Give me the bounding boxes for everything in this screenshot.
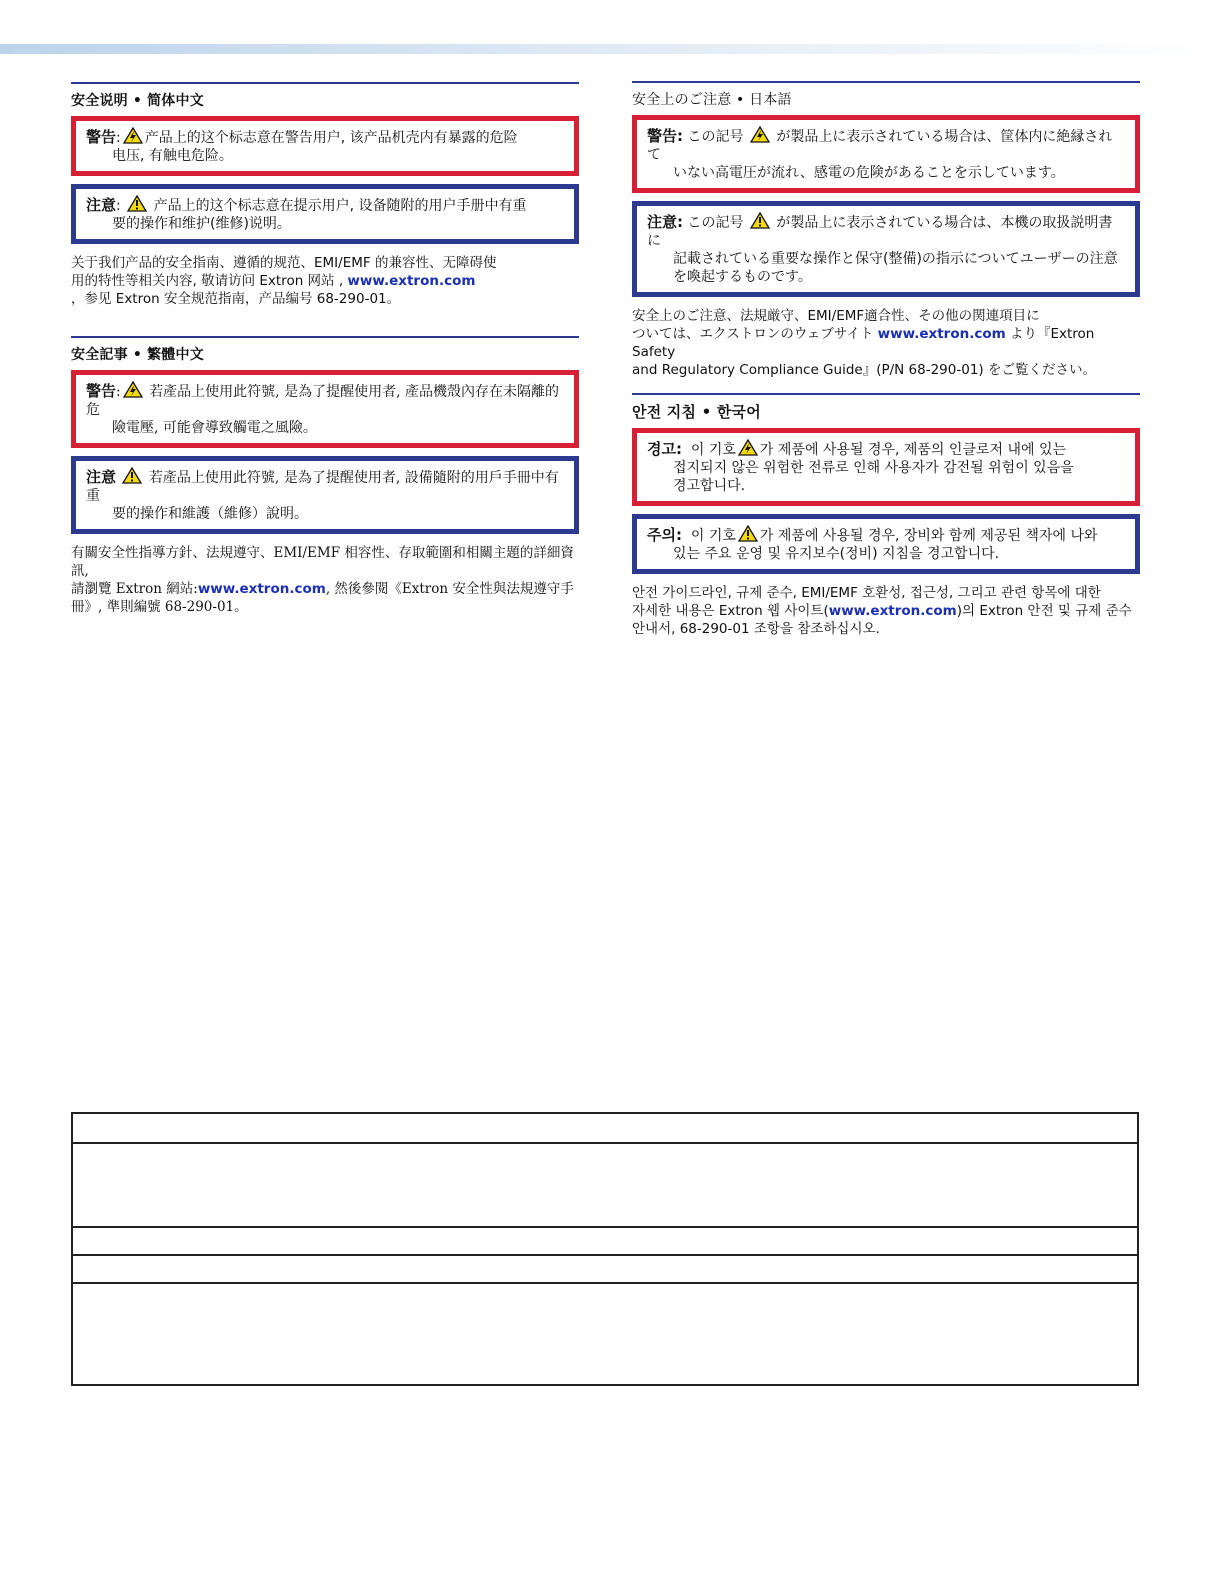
korean-section xyxy=(632,393,1140,638)
caution-box: 注意: 产品上的这个标志意在提示用户, 设备随附的用户手册中有重 要的操作和维护(维修)说明。 xyxy=(71,184,579,244)
section-rule xyxy=(632,81,1140,83)
caution-text-line1: が製品上に表示されている場合は、本機の取扱説明書に xyxy=(647,215,1113,249)
section-rule xyxy=(71,336,579,338)
section-heading: 안전 지침 • 한국어 xyxy=(632,403,761,421)
form-row xyxy=(73,1114,1137,1144)
form-row xyxy=(73,1228,1137,1256)
caution-text-line2: 要的操作和维护(维修)说明。 xyxy=(112,216,291,232)
info-paragraph: 安全上のご注意、法規厳守、EMI/EMF適合性、その他の関連項目に ついては、エクストロンのウェブサイト www.extron.com より『Extron Safety and Regulatory Compliance Guide』(P/N 68-290-01) をご覧ください。 xyxy=(632,308,1096,378)
right-column xyxy=(632,81,1140,638)
caution-label: 주의: xyxy=(647,526,682,544)
form-row xyxy=(73,1144,1137,1228)
warning-text-line1: 若產品上使用此符號, 是為了提醒使用者, 產品機殼內存在未隔離的危 xyxy=(86,384,559,418)
warning-triangle-icon xyxy=(122,467,142,484)
warning-label: 警告 xyxy=(86,128,117,146)
form-row xyxy=(73,1284,1137,1384)
info-paragraph: 关于我们产品的安全指南、遵循的规范、EMI/EMF 的兼容性、无障碍使 用的特性等相关内容, 敬请访问 Extron 网站 , www.extron.com ，参见 Extron 安全规范指南，产品编号 68-290-01。 xyxy=(71,255,497,307)
caution-text-line1: 가 제품에 사용될 경우, 장비와 함께 제공된 책자에 나와 xyxy=(759,528,1098,544)
warning-triangle-icon xyxy=(750,212,770,229)
warning-text-line2: 접지되지 않은 위험한 전류로 인해 사용자가 감전될 위험이 있음을 xyxy=(673,460,1074,476)
warning-text-line2: いない高電圧が流れ、感電の危険があることを示しています。 xyxy=(673,165,1065,181)
warning-text-line1: 가 제품에 사용될 경우, 제품의 인클로저 내에 있는 xyxy=(759,442,1067,458)
warning-text-line2: 險電壓, 可能會導致觸電之風險。 xyxy=(112,420,317,436)
traditional-chinese-section xyxy=(71,336,579,616)
caution-text-line2: 記載されている重要な操作と保守(整備)の指示についてユーザーの注意 xyxy=(673,251,1118,267)
caution-label: 注意 xyxy=(86,196,117,214)
form-row xyxy=(73,1256,1137,1284)
section-rule xyxy=(632,393,1140,395)
section-heading: 安全上のご注意 • 日本語 xyxy=(632,92,792,108)
warning-label: 警告: xyxy=(647,127,683,145)
left-column xyxy=(71,82,579,616)
caution-text-line3: を喚起するものです。 xyxy=(673,269,812,285)
warning-triangle-icon xyxy=(738,525,758,542)
caution-label: 注意 xyxy=(86,468,117,486)
caution-box: 注意: この記号 が製品上に表示されている場合は、本機の取扱説明書に 記載されている重要な操作と保守(整備)の指示についてユーザーの注意 を喚起するものです。 xyxy=(632,201,1140,297)
caution-text-line1: 若產品上使用此符號, 是為了提醒使用者, 設備隨附的用戶手冊中有重 xyxy=(86,470,559,504)
warning-box: 警告: 若產品上使用此符號, 是為了提醒使用者, 產品機殼內存在未隔離的危 險電壓, 可能會導致觸電之風險。 xyxy=(71,370,579,448)
extron-website-link[interactable]: www.extron.com xyxy=(828,603,957,619)
simplified-chinese-section xyxy=(71,82,579,308)
warning-triangle-icon xyxy=(127,195,147,212)
warning-text-line1: が製品上に表示されている場合は、筐体内に絶縁されて xyxy=(647,129,1113,163)
caution-box xyxy=(71,456,579,534)
warning-text-line3: 경고합니다. xyxy=(673,478,746,494)
caution-text-line1: 产品上的这个标志意在提示用户, 设备随附的用户手册中有重 xyxy=(153,198,527,214)
extron-website-link[interactable]: www.extron.com xyxy=(877,326,1006,342)
section-heading: 安全記事 • 繁體中文 xyxy=(71,347,204,363)
warning-triangle-icon xyxy=(750,126,770,143)
caution-box: 주의: 이 기호 가 제품에 사용될 경우, 장비와 함께 제공된 책자에 나와 있는 주요 운영 및 유지보수(정비) 지침을 경고합니다. xyxy=(632,514,1140,574)
extron-website-link[interactable]: www.extron.com xyxy=(347,273,476,289)
warning-box: 警告: この記号 が製品上に表示されている場合は、筐体内に絶縁されて いない高電圧が流れ、感電の危険があることを示しています。 xyxy=(632,115,1140,193)
japanese-section xyxy=(632,81,1140,379)
extron-website-link[interactable]: www.extron.com xyxy=(197,581,326,597)
warning-label: 警告 xyxy=(86,382,117,400)
caution-text-line2: 있는 주요 운영 및 유지보수(정비) 지침을 경고합니다. xyxy=(673,546,1000,562)
warning-label: 경고: xyxy=(647,440,682,458)
top-gradient-band xyxy=(0,44,1224,54)
info-paragraph: 有關安全性指導方針、法規遵守、EMI/EMF 相容性、存取範圍和相關主題的詳細資訊, 請瀏覽 Extron 網站:www.extron.com, 然後參閱《Extron 安全性與法規遵守手 冊》, 準則編號 68-290-01。 xyxy=(71,545,574,615)
info-paragraph: 안전 가이드라인, 규제 준수, EMI/EMF 호환성, 접근성, 그리고 관련 항목에 대한 자세한 내용은 Extron 웹 사이트(www.extron.com)의 Extron 안전 및 규제 준수 안내서, 68-290-01 조항을 참조하십시오. xyxy=(632,585,1132,637)
warning-box: 경고: 이 기호 가 제품에 사용될 경우, 제품의 인클로저 내에 있는 접지되지 않은 위험한 전류로 인해 사용자가 감전될 위험이 있음을 경고합니다. xyxy=(632,428,1140,506)
warning-triangle-icon xyxy=(123,381,143,398)
warning-triangle-icon xyxy=(738,439,758,456)
section-rule xyxy=(71,82,579,84)
blank-form-table xyxy=(71,1112,1139,1386)
warning-text-line1: 产品上的这个标志意在警告用户, 该产品机壳内有暴露的危险 xyxy=(144,130,518,146)
warning-triangle-icon xyxy=(123,127,143,144)
section-heading: 安全说明 • 简体中文 xyxy=(71,93,204,109)
warning-box: 警告: 产品上的这个标志意在警告用户, 该产品机壳内有暴露的危险 电压, 有触电危险。 xyxy=(71,116,579,176)
caution-text-line2: 要的操作和維護（維修）說明。 xyxy=(112,506,308,522)
caution-label: 注意: xyxy=(647,213,683,231)
warning-text-line2: 电压, 有触电危险。 xyxy=(112,148,233,164)
